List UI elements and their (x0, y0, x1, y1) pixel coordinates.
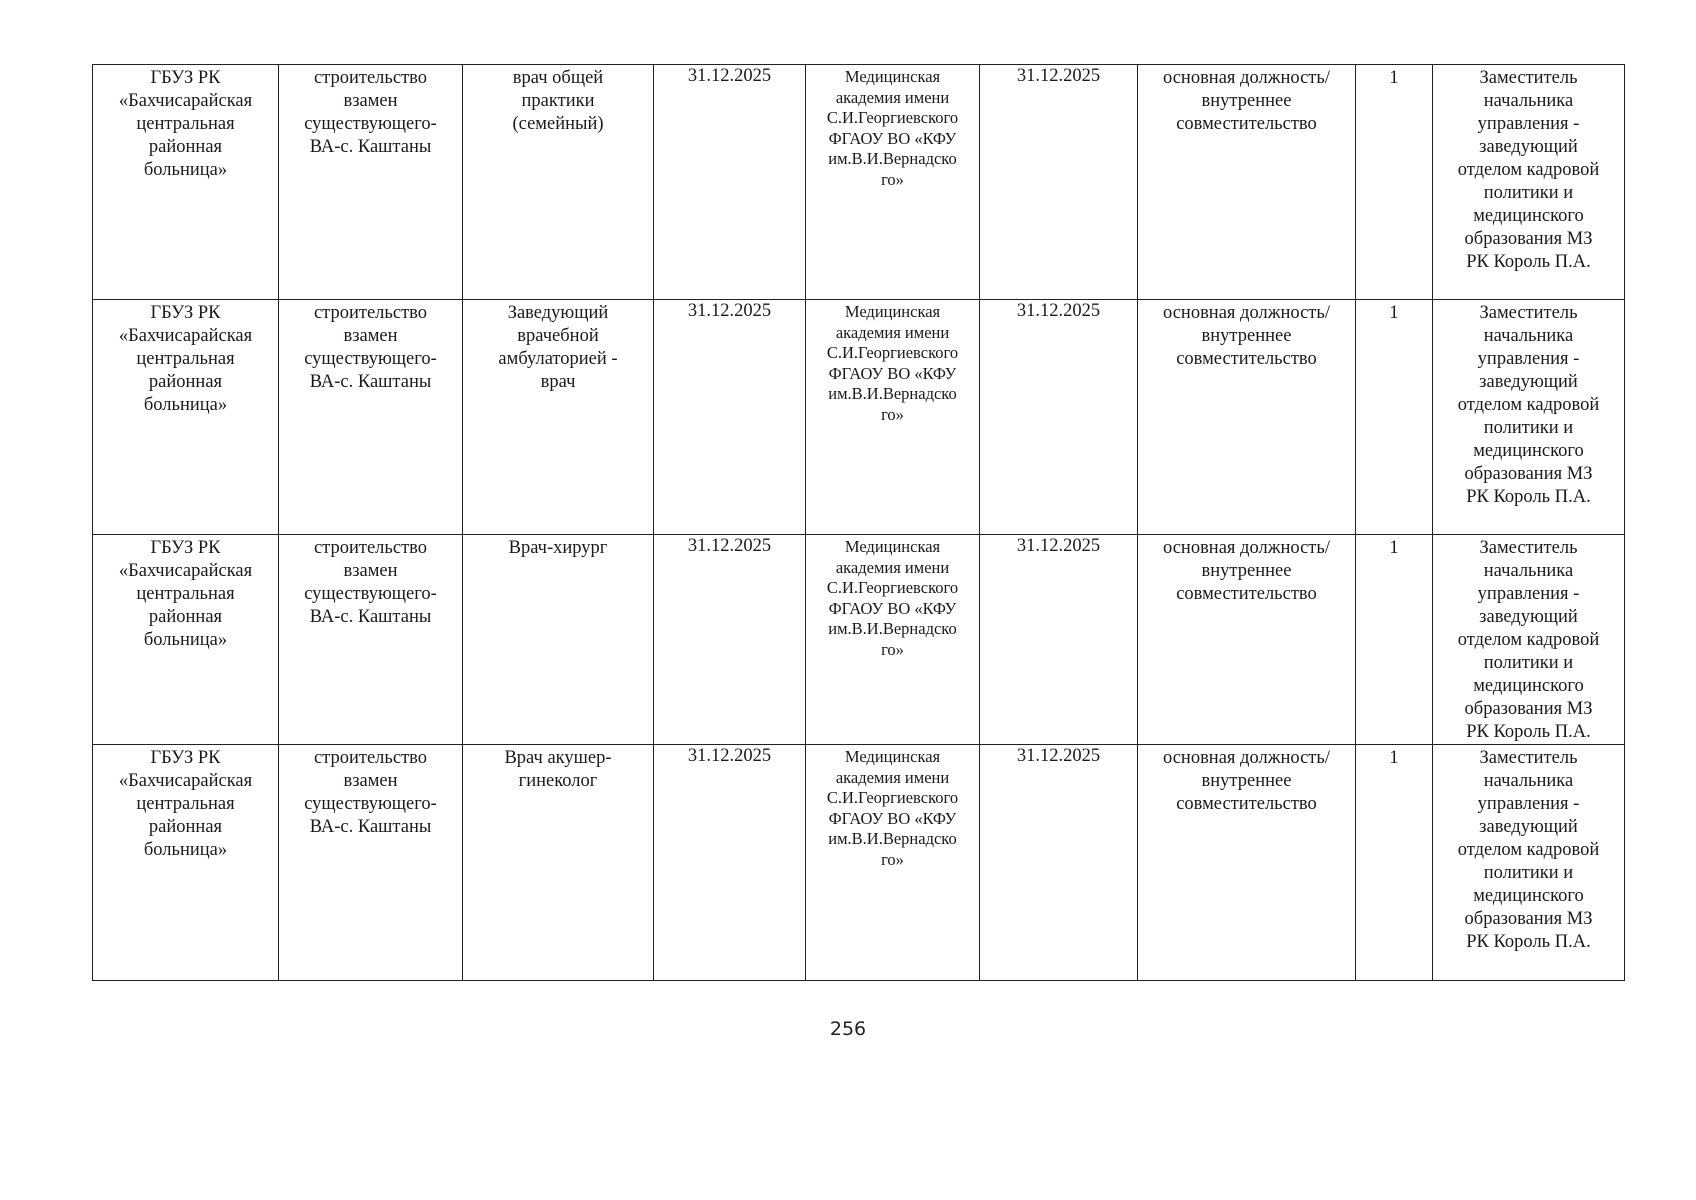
date-cell-2: 31.12.2025 (980, 745, 1138, 981)
employment-cell: основная должность/ внутреннее совместительство (1138, 65, 1356, 300)
facility-cell: ГБУЗ РК «Бахчисарайская центральная районная больница» (93, 300, 279, 535)
responsible-cell: Заместитель начальника управления - заведующий отделом кадровой политики и медицинского образования МЗ РК Король П.А. (1433, 300, 1625, 535)
project-cell: строительство взамен существующего- ВА-с. Каштаны (279, 65, 463, 300)
project-cell: строительство взамен существующего- ВА-с. Каштаны (279, 300, 463, 535)
date-cell: 31.12.2025 (654, 65, 806, 300)
position-cell: Врач-хирург (463, 535, 654, 745)
date-cell-2: 31.12.2025 (980, 535, 1138, 745)
count-cell: 1 (1356, 300, 1433, 535)
academy-cell: Медицинская академия имени С.И.Георгиевского ФГАОУ ВО «КФУ им.В.И.Вернадско го» (806, 300, 980, 535)
date-cell: 31.12.2025 (654, 535, 806, 745)
date-cell-2: 31.12.2025 (980, 300, 1138, 535)
facility-cell: ГБУЗ РК «Бахчисарайская центральная районная больница» (93, 745, 279, 981)
employment-cell: основная должность/ внутреннее совместительство (1138, 745, 1356, 981)
date-cell: 31.12.2025 (654, 300, 806, 535)
facility-cell: ГБУЗ РК «Бахчисарайская центральная районная больница» (93, 65, 279, 300)
date-cell: 31.12.2025 (654, 745, 806, 981)
table-row (93, 65, 1625, 300)
date-cell-2: 31.12.2025 (980, 65, 1138, 300)
responsible-cell: Заместитель начальника управления - заведующий отделом кадровой политики и медицинского образования МЗ РК Король П.А. (1433, 65, 1625, 300)
position-cell: Заведующий врачебной амбулаторией - врач (463, 300, 654, 535)
responsible-cell: Заместитель начальника управления - заведующий отделом кадровой политики и медицинского образования МЗ РК Король П.А. (1433, 535, 1625, 745)
academy-cell: Медицинская академия имени С.И.Георгиевского ФГАОУ ВО «КФУ им.В.И.Вернадско го» (806, 745, 980, 981)
position-cell: Врач акушер- гинеколог (463, 745, 654, 981)
facility-cell: ГБУЗ РК «Бахчисарайская центральная районная больница» (93, 535, 279, 745)
table-row (93, 300, 1625, 535)
project-cell: строительство взамен существующего- ВА-с. Каштаны (279, 535, 463, 745)
employment-cell: основная должность/ внутреннее совместительство (1138, 535, 1356, 745)
table-row (93, 745, 1625, 981)
position-cell: врач общей практики (семейный) (463, 65, 654, 300)
academy-cell: Медицинская академия имени С.И.Георгиевского ФГАОУ ВО «КФУ им.В.И.Вернадско го» (806, 535, 980, 745)
page-number: 256 (829, 1018, 867, 1040)
vacancy-table (92, 64, 1625, 981)
responsible-cell: Заместитель начальника управления - заведующий отделом кадровой политики и медицинского образования МЗ РК Король П.А. (1433, 745, 1625, 981)
academy-cell: Медицинская академия имени С.И.Георгиевского ФГАОУ ВО «КФУ им.В.И.Вернадско го» (806, 65, 980, 300)
employment-cell: основная должность/ внутреннее совместительство (1138, 300, 1356, 535)
count-cell: 1 (1356, 535, 1433, 745)
project-cell: строительство взамен существующего- ВА-с. Каштаны (279, 745, 463, 981)
count-cell: 1 (1356, 745, 1433, 981)
count-cell: 1 (1356, 65, 1433, 300)
table-row (93, 535, 1625, 745)
